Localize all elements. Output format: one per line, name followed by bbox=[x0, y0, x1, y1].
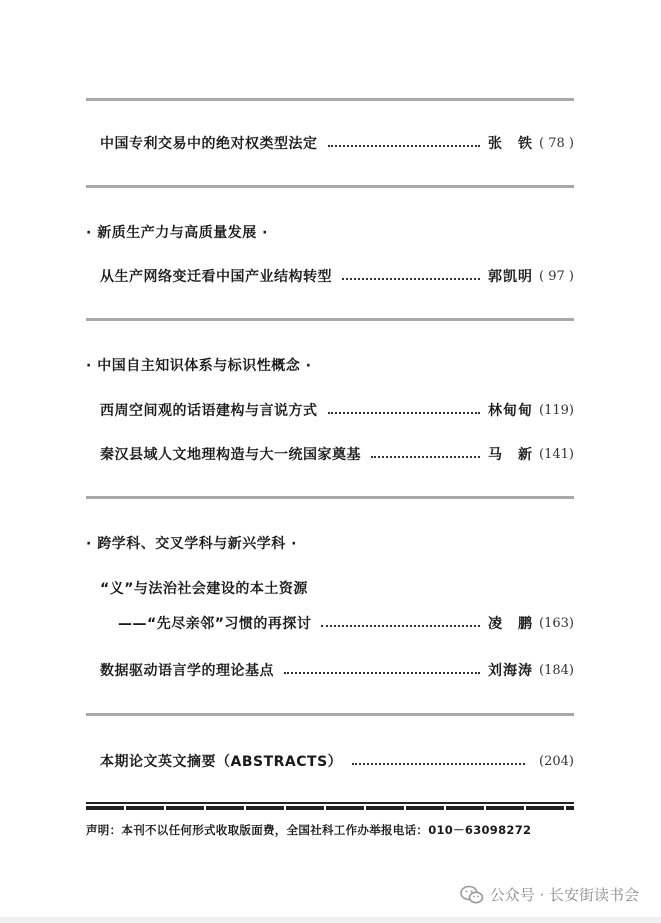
section-heading: · 跨学科、交叉学科与新兴学科 · bbox=[86, 536, 297, 552]
entry-page: (163) bbox=[539, 615, 574, 631]
entry-title-line[interactable]: “义”与法治社会建设的本土资源 bbox=[100, 581, 308, 597]
dot-leader bbox=[352, 753, 525, 765]
dot-leader bbox=[284, 662, 480, 674]
watermark bbox=[460, 884, 639, 905]
entry-title: 秦汉县域人文地理构造与大一统国家奠基 bbox=[100, 447, 361, 463]
entry-title: 本期论文英文摘要（ABSTRACTS） bbox=[100, 754, 343, 770]
toc-entry[interactable] bbox=[100, 659, 574, 681]
section-heading: · 新质生产力与高质量发展 · bbox=[86, 225, 268, 241]
entry-author: 刘海涛 bbox=[488, 663, 534, 679]
entry-page: ( 97 ) bbox=[539, 268, 574, 284]
footer-bar bbox=[0, 917, 661, 923]
footer-rule bbox=[86, 806, 574, 810]
footer-rule bbox=[86, 802, 574, 804]
dot-leader bbox=[328, 402, 481, 414]
entry-title: 数据驱动语言学的理论基点 bbox=[100, 663, 274, 679]
entry-subtitle: ——“先尽亲邻”习惯的再探讨 bbox=[118, 616, 312, 632]
entry-page: ( 78 ) bbox=[539, 135, 574, 151]
watermark-text: 公众号 · 长安街读书会 bbox=[489, 886, 639, 904]
section-divider bbox=[86, 98, 574, 101]
section-heading: · 中国自主知识体系与标识性概念 · bbox=[86, 358, 312, 374]
section-divider bbox=[86, 185, 574, 188]
entry-author: 马 新 bbox=[488, 447, 534, 463]
dot-leader bbox=[342, 268, 480, 280]
section-divider bbox=[86, 318, 574, 321]
toc-entry[interactable] bbox=[100, 265, 574, 287]
dot-leader bbox=[371, 446, 480, 458]
entry-author: 林甸甸 bbox=[488, 403, 534, 419]
toc-entry[interactable] bbox=[100, 399, 574, 421]
dot-leader bbox=[321, 615, 480, 627]
entry-title: 西周空间观的话语建构与言说方式 bbox=[100, 403, 318, 419]
entry-title: 中国专利交易中的绝对权类型法定 bbox=[100, 136, 318, 152]
entry-page: (141) bbox=[539, 446, 574, 462]
statement-text: 声明：本刊不以任何形式收取版面费，全国社科工作办举报电话：010－63098272 bbox=[86, 823, 532, 837]
toc-entry[interactable] bbox=[100, 132, 574, 154]
entry-author: 凌 鹏 bbox=[488, 616, 534, 632]
wechat-icon bbox=[460, 885, 484, 905]
entry-title: 从生产网络变迁看中国产业结构转型 bbox=[100, 269, 332, 285]
toc-entry[interactable] bbox=[118, 612, 574, 634]
section-divider bbox=[86, 713, 574, 716]
entry-page: (184) bbox=[539, 662, 574, 678]
entry-page: (204) bbox=[539, 753, 574, 769]
entry-author: 张 铁 bbox=[488, 136, 534, 152]
toc-entry[interactable] bbox=[100, 750, 574, 772]
section-divider bbox=[86, 496, 574, 499]
dot-leader bbox=[328, 135, 481, 147]
entry-page: (119) bbox=[539, 402, 574, 418]
entry-author: 郭凯明 bbox=[488, 269, 534, 285]
toc-entry[interactable] bbox=[100, 443, 574, 465]
